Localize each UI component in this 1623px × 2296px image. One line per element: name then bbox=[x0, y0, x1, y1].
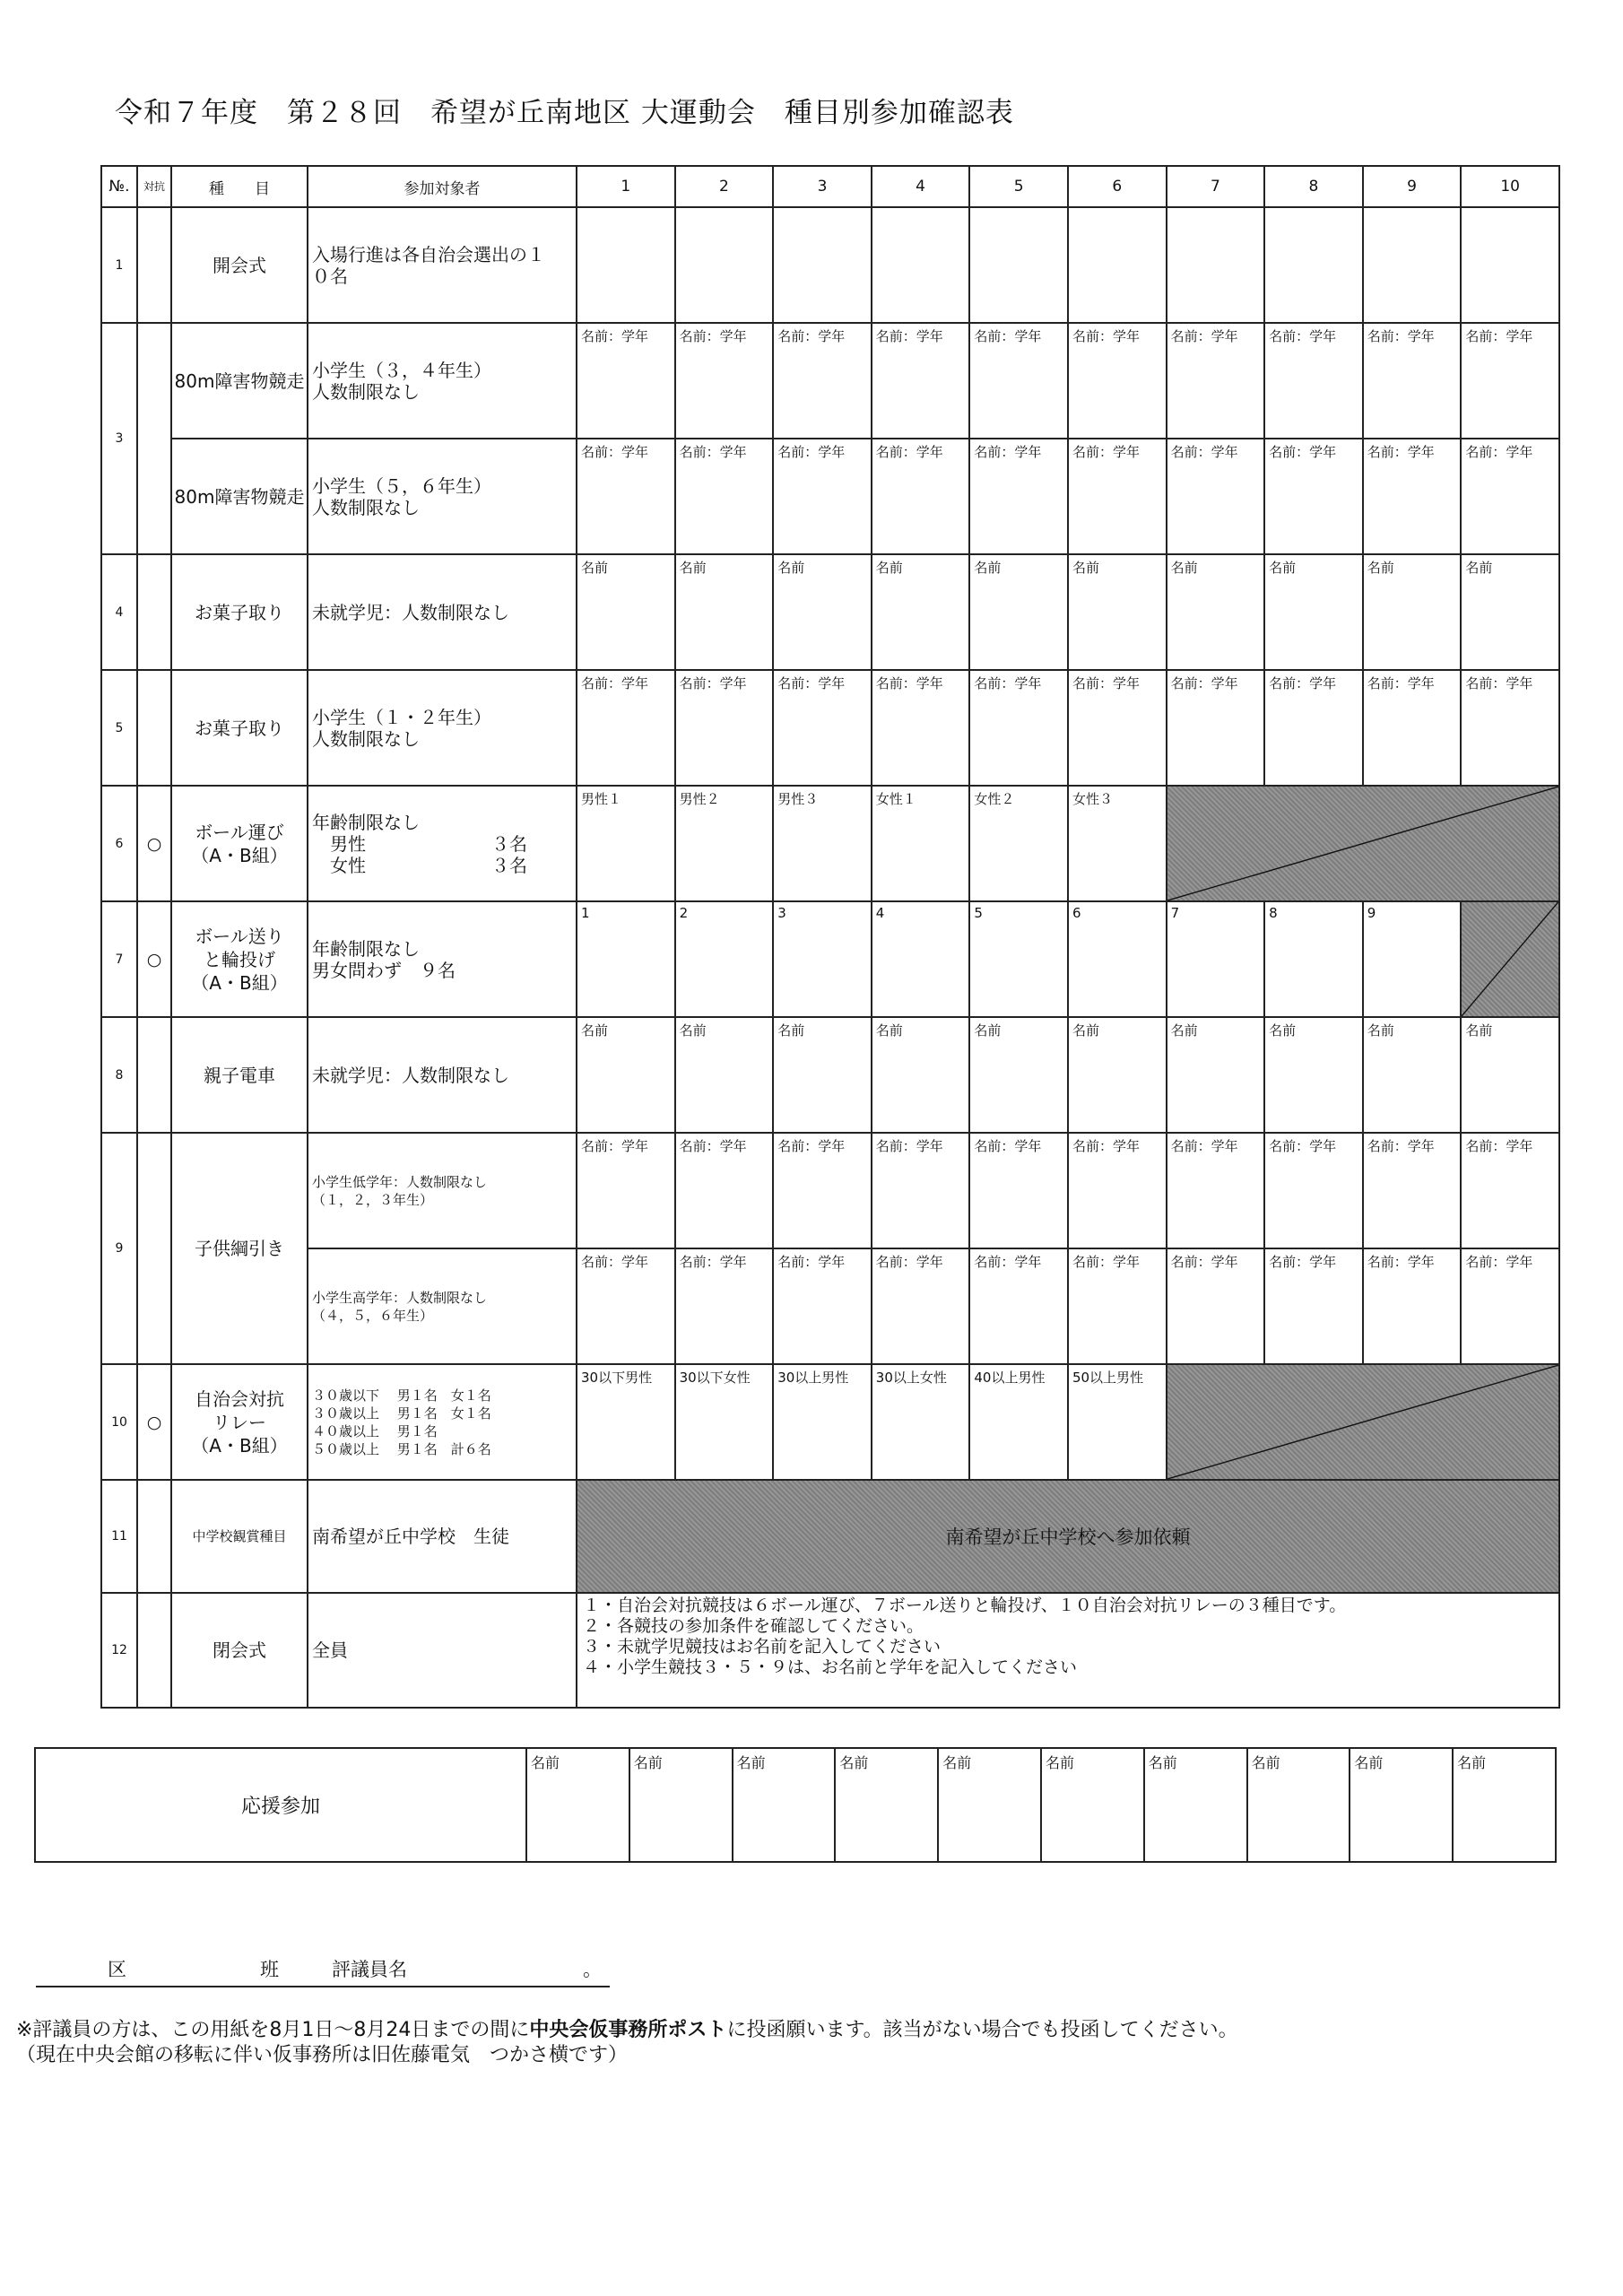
entry-cell[interactable]: 名前：学年 bbox=[577, 1133, 675, 1248]
entry-cell[interactable]: 名前 bbox=[1264, 554, 1363, 670]
header-slot: 6 bbox=[1068, 166, 1167, 207]
entry-cell[interactable]: 名前：学年 bbox=[675, 1133, 774, 1248]
entry-cell[interactable]: 名前 bbox=[1167, 1017, 1265, 1133]
entry-cell[interactable]: 名前：学年 bbox=[577, 1248, 675, 1364]
entry-cell[interactable]: 30以下男性 bbox=[577, 1364, 675, 1480]
taiko-cell bbox=[137, 1133, 171, 1364]
school-request-banner bbox=[577, 1480, 1559, 1593]
entry-cell[interactable]: 名前：学年 bbox=[577, 670, 675, 786]
entry-cell[interactable]: 名前：学年 bbox=[1264, 439, 1363, 554]
entry-cell[interactable]: 名前：学年 bbox=[969, 670, 1068, 786]
entry-cell[interactable]: 名前：学年 bbox=[773, 1248, 872, 1364]
taiko-mark: ○ bbox=[137, 786, 171, 901]
entry-cell[interactable]: 名前：学年 bbox=[1363, 1248, 1462, 1364]
entry-cell[interactable]: 名前：学年 bbox=[1461, 323, 1559, 439]
entry-cell[interactable]: 名前：学年 bbox=[872, 670, 970, 786]
row-number: 8 bbox=[101, 1017, 137, 1133]
target-description: 未就学児：人数制限なし bbox=[308, 1017, 577, 1133]
event-name-line: （A・B組） bbox=[191, 971, 288, 994]
table-row bbox=[101, 670, 1559, 786]
table-row bbox=[101, 1480, 1559, 1593]
row-number: 9 bbox=[101, 1133, 137, 1364]
strike-line bbox=[1167, 1365, 1558, 1479]
entry-cell[interactable]: 名前：学年 bbox=[969, 323, 1068, 439]
entry-cell[interactable]: 名前 bbox=[1068, 1017, 1167, 1133]
entry-cell[interactable]: 名前：学年 bbox=[872, 439, 970, 554]
entry-cell[interactable]: 名前 bbox=[835, 1748, 938, 1862]
table-row bbox=[101, 1248, 1559, 1364]
entry-cell[interactable]: 名前：学年 bbox=[1068, 1133, 1167, 1248]
row-number: 6 bbox=[101, 786, 137, 901]
footnote-emphasis: 中央会仮事務所ポスト bbox=[529, 2019, 727, 2041]
entry-cell[interactable] bbox=[1461, 207, 1559, 323]
entry-cell[interactable]: 名前：学年 bbox=[773, 670, 872, 786]
entry-cell[interactable]: 1 bbox=[577, 901, 675, 1017]
table-row bbox=[101, 786, 1559, 901]
entry-cell[interactable]: 9 bbox=[1363, 901, 1462, 1017]
header-slot: 7 bbox=[1167, 166, 1265, 207]
entry-cell[interactable] bbox=[1363, 207, 1462, 323]
table-row bbox=[101, 554, 1559, 670]
entry-cell[interactable]: 名前：学年 bbox=[1461, 1248, 1559, 1364]
event-name: 子供綱引き bbox=[171, 1133, 308, 1364]
event-name-line: ボール運び bbox=[195, 821, 284, 843]
event-name-line: と輪投げ bbox=[204, 948, 275, 970]
target-description: 入場行進は各自治会選出の１ ０名 bbox=[308, 207, 577, 323]
row-number: 5 bbox=[101, 670, 137, 786]
target-description: 小学生（３，４年生） 人数制限なし bbox=[308, 323, 577, 439]
entry-cell[interactable]: 名前：学年 bbox=[773, 323, 872, 439]
event-name-line: ボール送り bbox=[195, 925, 284, 947]
entry-cell[interactable]: 名前 bbox=[1144, 1748, 1247, 1862]
header-taiko: 対抗 bbox=[137, 166, 171, 207]
header-slot: 2 bbox=[675, 166, 774, 207]
entry-cell[interactable]: 名前 bbox=[733, 1748, 836, 1862]
table-row bbox=[101, 1593, 1559, 1708]
entry-cell[interactable]: 30以下女性 bbox=[675, 1364, 774, 1480]
signature-period: 。 bbox=[583, 1959, 602, 1980]
header-slot: 8 bbox=[1264, 166, 1363, 207]
event-name-line: （A・B組） bbox=[191, 1434, 288, 1457]
row-number: 4 bbox=[101, 554, 137, 670]
entry-cell[interactable]: 名前：学年 bbox=[872, 1133, 970, 1248]
entry-cell[interactable]: 名前：学年 bbox=[1264, 1248, 1363, 1364]
entry-cell[interactable]: 名前：学年 bbox=[1167, 670, 1265, 786]
table-row bbox=[101, 1133, 1559, 1248]
header-no: №. bbox=[101, 166, 137, 207]
disabled-cells bbox=[1167, 1364, 1559, 1480]
target-description: 小学生高学年：人数制限なし （４，５，６年生） bbox=[308, 1248, 577, 1364]
entry-cell[interactable]: 30以上女性 bbox=[872, 1364, 970, 1480]
taiko-cell bbox=[137, 1593, 171, 1708]
entry-cell[interactable]: 名前：学年 bbox=[1264, 1133, 1363, 1248]
row-number: 12 bbox=[101, 1593, 137, 1708]
entry-cell[interactable]: 5 bbox=[969, 901, 1068, 1017]
event-name: 親子電車 bbox=[171, 1017, 308, 1133]
entry-cell[interactable]: 名前 bbox=[872, 554, 970, 670]
entry-cell[interactable]: 名前：学年 bbox=[1363, 323, 1462, 439]
entry-cell[interactable]: 名前 bbox=[526, 1748, 629, 1862]
table-row bbox=[101, 207, 1559, 323]
entry-cell[interactable]: 名前：学年 bbox=[969, 1133, 1068, 1248]
entry-cell[interactable]: 名前：学年 bbox=[675, 670, 774, 786]
entry-cell[interactable]: 名前 bbox=[1247, 1748, 1350, 1862]
signature-line[interactable] bbox=[36, 1953, 610, 1987]
header-slot: 10 bbox=[1461, 166, 1559, 207]
entry-cell[interactable]: 名前：学年 bbox=[577, 439, 675, 554]
entry-cell[interactable]: 名前 bbox=[938, 1748, 1041, 1862]
entry-cell[interactable]: 名前：学年 bbox=[1363, 670, 1462, 786]
header-slot: 5 bbox=[969, 166, 1068, 207]
target-description: 年齢制限なし 男女問わず ９名 bbox=[308, 901, 577, 1017]
entry-cell[interactable]: 名前：学年 bbox=[1363, 1133, 1462, 1248]
entry-cell[interactable]: 名前：学年 bbox=[675, 1248, 774, 1364]
entry-cell[interactable]: 男性２ bbox=[675, 786, 774, 901]
event-name: 80m障害物競走 bbox=[171, 323, 308, 439]
entry-cell[interactable]: 名前：学年 bbox=[1167, 323, 1265, 439]
entry-cell[interactable]: 名前：学年 bbox=[1068, 323, 1167, 439]
disabled-cell bbox=[1461, 901, 1559, 1017]
entry-cell[interactable]: 名前：学年 bbox=[1461, 1133, 1559, 1248]
councilor-label: 評議員名 bbox=[332, 1959, 407, 1980]
header-target: 参加対象者 bbox=[308, 166, 577, 207]
row-number: 11 bbox=[101, 1480, 137, 1593]
event-name: 中学校観賞種目 bbox=[171, 1480, 308, 1593]
row-number: 3 bbox=[101, 323, 137, 554]
entry-cell[interactable]: 名前 bbox=[1461, 1017, 1559, 1133]
event-name: お菓子取り bbox=[171, 670, 308, 786]
target-description: 年齢制限なし 男性 ３名 女性 ３名 bbox=[308, 786, 577, 901]
event-name: お菓子取り bbox=[171, 554, 308, 670]
entry-cell[interactable]: 名前：学年 bbox=[1461, 439, 1559, 554]
taiko-mark: ○ bbox=[137, 1364, 171, 1480]
header-event: 種 目 bbox=[171, 166, 308, 207]
entry-cell[interactable]: 男性１ bbox=[577, 786, 675, 901]
footnote-text: に投函願います。該当がない場合でも投函してください。 bbox=[726, 2019, 1238, 2041]
support-table bbox=[34, 1747, 1557, 1863]
entry-cell[interactable]: 8 bbox=[1264, 901, 1363, 1017]
entry-cell[interactable]: 女性２ bbox=[969, 786, 1068, 901]
target-description: 小学生（１・２年生） 人数制限なし bbox=[308, 670, 577, 786]
entry-cell[interactable]: 名前 bbox=[675, 1017, 774, 1133]
entry-cell[interactable]: 名前 bbox=[1264, 1017, 1363, 1133]
entry-cell[interactable]: 名前：学年 bbox=[1264, 670, 1363, 786]
entry-cell[interactable]: 女性３ bbox=[1068, 786, 1167, 901]
entry-cell[interactable]: 名前：学年 bbox=[577, 323, 675, 439]
group-label: 班 bbox=[260, 1959, 279, 1980]
entry-cell[interactable]: 名前 bbox=[969, 554, 1068, 670]
footnote-line1 bbox=[16, 2014, 1238, 2042]
entry-cell[interactable]: 名前：学年 bbox=[969, 439, 1068, 554]
entry-cell[interactable]: 名前 bbox=[1453, 1748, 1556, 1862]
header-slot: 3 bbox=[773, 166, 872, 207]
entry-cell[interactable]: 6 bbox=[1068, 901, 1167, 1017]
entry-cell[interactable]: 名前 bbox=[1363, 1017, 1462, 1133]
footnote-line2: （現在中央会館の移転に伴い仮事務所は旧佐藤電気 つかさ横です） bbox=[16, 2044, 629, 2066]
entry-cell[interactable]: 名前 bbox=[629, 1748, 733, 1862]
entry-cell[interactable]: 名前：学年 bbox=[773, 439, 872, 554]
header-slot: 4 bbox=[872, 166, 970, 207]
taiko-cell bbox=[137, 1480, 171, 1593]
taiko-cell bbox=[137, 670, 171, 786]
event-name: 開会式 bbox=[171, 207, 308, 323]
entry-cell[interactable]: 4 bbox=[872, 901, 970, 1017]
entry-cell[interactable] bbox=[675, 207, 774, 323]
event-name: 80m障害物競走 bbox=[171, 439, 308, 554]
entry-cell[interactable]: 名前 bbox=[675, 554, 774, 670]
entry-cell[interactable]: 名前：学年 bbox=[1167, 1133, 1265, 1248]
document-title: 令和７年度 第２８回 希望が丘南地区 大運動会 種目別参加確認表 bbox=[115, 97, 1014, 129]
entry-cell[interactable]: 名前 bbox=[1041, 1748, 1144, 1862]
entry-cell[interactable]: 3 bbox=[773, 901, 872, 1017]
entry-cell[interactable]: 50以上男性 bbox=[1068, 1364, 1167, 1480]
notes: １・自治会対抗競技は６ボール運び、７ボール送りと輪投げ、１０自治会対抗リレーの３種目です。 ２・各競技の参加条件を確認してください。 ３・未就学児競技はお名前を記入してください ４・小学生競技３・５・９は、お名前と学年を記入してください bbox=[577, 1593, 1559, 1708]
entry-cell[interactable]: 名前：学年 bbox=[1167, 1248, 1265, 1364]
entry-cell[interactable]: 男性３ bbox=[773, 786, 872, 901]
entry-cell[interactable]: 40以上男性 bbox=[969, 1364, 1068, 1480]
table-row bbox=[101, 1017, 1559, 1133]
entry-cell[interactable]: 女性１ bbox=[872, 786, 970, 901]
entry-cell[interactable]: 名前：学年 bbox=[969, 1248, 1068, 1364]
entry-cell[interactable] bbox=[773, 207, 872, 323]
entry-cell[interactable]: 名前 bbox=[773, 1017, 872, 1133]
entry-cell[interactable]: 名前 bbox=[1350, 1748, 1453, 1862]
taiko-mark: ○ bbox=[137, 901, 171, 1017]
entry-cell[interactable]: 名前：学年 bbox=[1363, 439, 1462, 554]
entry-cell[interactable]: 名前 bbox=[773, 554, 872, 670]
support-row bbox=[35, 1748, 1556, 1862]
entry-cell[interactable] bbox=[872, 207, 970, 323]
taiko-cell bbox=[137, 1017, 171, 1133]
entry-cell[interactable] bbox=[1068, 207, 1167, 323]
entry-cell[interactable]: 名前 bbox=[1363, 554, 1462, 670]
target-description: ３０歳以下 男１名 女１名 ３０歳以上 男１名 女１名 ４０歳以上 男１名 ５０歳以上 男１名 計６名 bbox=[308, 1364, 577, 1480]
ward-label: 区 bbox=[108, 1959, 126, 1980]
taiko-cell bbox=[137, 323, 171, 554]
event-name bbox=[171, 901, 308, 1017]
entry-cell[interactable] bbox=[1264, 207, 1363, 323]
entry-cell[interactable] bbox=[577, 207, 675, 323]
row-number: 10 bbox=[101, 1364, 137, 1480]
entry-cell[interactable]: 名前：学年 bbox=[1068, 670, 1167, 786]
header-slot: 1 bbox=[577, 166, 675, 207]
entry-cell[interactable]: 名前 bbox=[872, 1017, 970, 1133]
target-description: 小学生（５，６年生） 人数制限なし bbox=[308, 439, 577, 554]
entry-cell[interactable]: 名前：学年 bbox=[675, 323, 774, 439]
row-number: 7 bbox=[101, 901, 137, 1017]
event-name-line: （A・B組） bbox=[191, 844, 288, 866]
entry-cell[interactable]: 名前 bbox=[1167, 554, 1265, 670]
entry-cell[interactable]: 名前：学年 bbox=[872, 323, 970, 439]
header-slot: 9 bbox=[1363, 166, 1462, 207]
entry-cell[interactable]: 2 bbox=[675, 901, 774, 1017]
header-row bbox=[101, 166, 1559, 207]
entry-cell[interactable]: 名前：学年 bbox=[872, 1248, 970, 1364]
table-row bbox=[101, 1364, 1559, 1480]
table-row bbox=[101, 323, 1559, 439]
entry-cell[interactable]: 名前 bbox=[577, 554, 675, 670]
taiko-cell bbox=[137, 207, 171, 323]
entry-cell[interactable]: 名前 bbox=[969, 1017, 1068, 1133]
entry-cell[interactable]: 7 bbox=[1167, 901, 1265, 1017]
participation-table bbox=[100, 165, 1560, 1709]
entry-cell[interactable] bbox=[1167, 207, 1265, 323]
entry-cell[interactable]: 30以上男性 bbox=[773, 1364, 872, 1480]
target-description: 未就学児：人数制限なし bbox=[308, 554, 577, 670]
strike-line bbox=[1167, 787, 1558, 900]
footnote-text: ※評議員の方は、この用紙を8月1日～8月24日までの間に bbox=[16, 2019, 530, 2041]
strike-line bbox=[1462, 902, 1558, 1016]
event-name-line: リレー bbox=[213, 1411, 266, 1433]
entry-cell[interactable]: 名前：学年 bbox=[675, 439, 774, 554]
event-name: 閉会式 bbox=[171, 1593, 308, 1708]
event-name bbox=[171, 1364, 308, 1480]
entry-cell[interactable]: 名前：学年 bbox=[1068, 439, 1167, 554]
entry-cell[interactable]: 名前 bbox=[1068, 554, 1167, 670]
row-number: 1 bbox=[101, 207, 137, 323]
entry-cell[interactable]: 名前：学年 bbox=[1068, 1248, 1167, 1364]
event-name-line: 自治会対抗 bbox=[195, 1387, 284, 1410]
event-name bbox=[171, 786, 308, 901]
entry-cell[interactable]: 名前 bbox=[577, 1017, 675, 1133]
target-description: 小学生低学年：人数制限なし （１，２，３年生） bbox=[308, 1133, 577, 1248]
entry-cell[interactable]: 名前：学年 bbox=[1461, 670, 1559, 786]
school-request-text: 南希望が丘中学校へ参加依頼 bbox=[945, 1526, 1191, 1548]
entry-cell[interactable]: 名前 bbox=[1461, 554, 1559, 670]
table-row bbox=[101, 439, 1559, 554]
support-label: 応援参加 bbox=[35, 1748, 526, 1862]
table-row bbox=[101, 901, 1559, 1017]
target-description: 南希望が丘中学校 生徒 bbox=[308, 1480, 577, 1593]
entry-cell[interactable]: 名前：学年 bbox=[1167, 439, 1265, 554]
entry-cell[interactable]: 名前：学年 bbox=[1264, 323, 1363, 439]
target-description: 全員 bbox=[308, 1593, 577, 1708]
taiko-cell bbox=[137, 554, 171, 670]
disabled-cells bbox=[1167, 786, 1559, 901]
entry-cell[interactable] bbox=[969, 207, 1068, 323]
entry-cell[interactable]: 名前：学年 bbox=[773, 1133, 872, 1248]
